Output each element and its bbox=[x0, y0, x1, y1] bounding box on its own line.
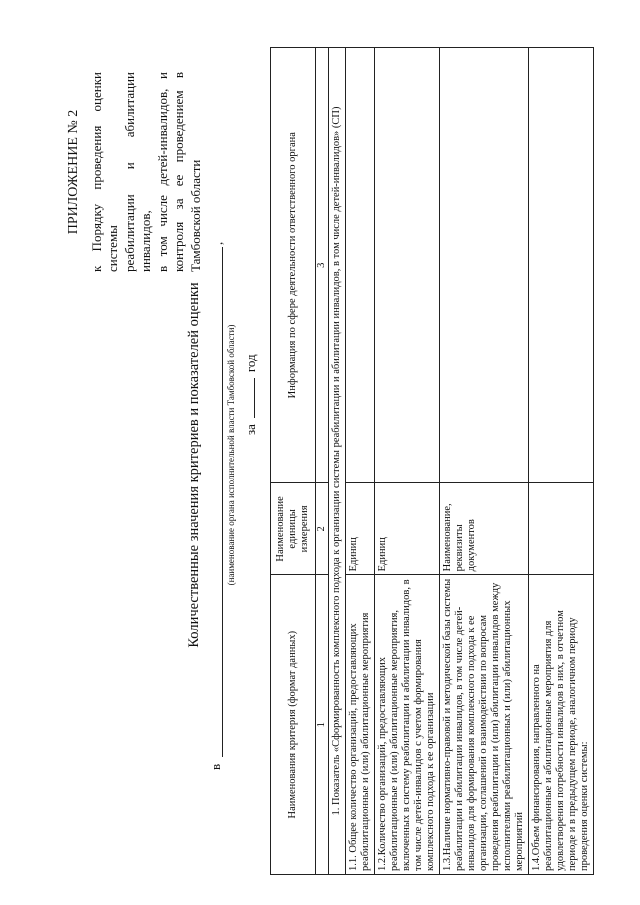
org-prefix: в bbox=[208, 763, 223, 770]
criterion-cell: 1.2.Количество организаций, предоставляющих реабилитационные и (или) абилитационные мероприятия, включенных в систему реабилитации и абилитации инвалидов, в том числе детей-инвалидов с учетом формирования комплексного подхода к ее организации bbox=[375, 575, 440, 875]
period-suffix: год bbox=[243, 354, 258, 373]
column-header: Наименование единицы измерения bbox=[271, 483, 316, 575]
section-title: 1. Показатель «Сформированность комплексного подхода к организации системы реабилитации и абилитации инвалидов, в том числе детей-инвалидов» (СП) bbox=[329, 48, 346, 875]
column-header: Наименования критерия (формат данных) bbox=[271, 575, 316, 875]
criterion-cell: 1.1. Общее количество организаций, предоставляющих реабилитационные и (или) абилитационные мероприятия bbox=[346, 575, 375, 875]
appendix-line: к Порядку проведения оценки системы bbox=[88, 72, 120, 272]
org-name-caption: (наименование органа исполнительной власти Тамбовской области) bbox=[226, 324, 236, 586]
table-header-row bbox=[271, 48, 316, 875]
document-title: Количественные значения критериев и показателей оценки bbox=[186, 282, 202, 648]
table-row bbox=[529, 48, 594, 875]
column-header: Информация по сфере деятельности ответственного органа bbox=[271, 48, 316, 483]
appendix-title: ПРИЛОЖЕНИЕ № 2 bbox=[66, 109, 81, 235]
column-number-row bbox=[316, 48, 329, 875]
table-row bbox=[375, 48, 440, 875]
info-cell[interactable] bbox=[346, 48, 375, 483]
unit-cell bbox=[529, 483, 594, 575]
criterion-cell: 1.3.Наличие нормативно-правовой и методической базы системы реабилитации и абилитации инвалидов, в том числе детей-инвалидов для формирования комплексного подхода к ее организации, соглашений о взаимодействии по вопросам проведения реабилитации и (или) абилитации инвалидов между исполнителями реабилитационных и (или) абилитационных мероприятий bbox=[440, 575, 529, 875]
appendix-line: в том числе детей-инвалидов, и bbox=[154, 72, 170, 272]
column-number: 3 bbox=[316, 48, 329, 483]
column-number: 2 bbox=[316, 483, 329, 575]
unit-cell: Единиц bbox=[346, 483, 375, 575]
appendix-header bbox=[66, 72, 204, 272]
info-cell[interactable] bbox=[440, 48, 529, 483]
year-blank-line bbox=[254, 378, 255, 418]
period-prefix: за bbox=[243, 424, 258, 435]
org-name-blank-line bbox=[222, 247, 223, 757]
info-cell[interactable] bbox=[529, 48, 594, 483]
appendix-line: реабилитации и абилитации инвалидов, bbox=[121, 72, 153, 272]
table-row bbox=[440, 48, 529, 875]
unit-cell: Единиц bbox=[375, 483, 440, 575]
criteria-table bbox=[270, 47, 594, 875]
section-row bbox=[329, 48, 346, 875]
appendix-line: Тамбовской области bbox=[187, 159, 203, 272]
table-row bbox=[346, 48, 375, 875]
column-number: 1 bbox=[316, 575, 329, 875]
unit-cell: Наименование, реквизиты документов bbox=[440, 483, 529, 575]
criterion-cell: 1.4.Объем финансирования, направленного на реабилитационные и абилитационные мероприятия для удовлетворения потребности инвалидов в них, в отчетном периоде и в предыдущем периоде, аналогичном периоду проведения оценки системы: bbox=[529, 575, 594, 875]
reporting-period bbox=[243, 354, 259, 435]
org-comma: , bbox=[210, 241, 225, 245]
appendix-line: контроля за ее проведением в bbox=[171, 72, 186, 272]
info-cell[interactable] bbox=[375, 48, 440, 483]
